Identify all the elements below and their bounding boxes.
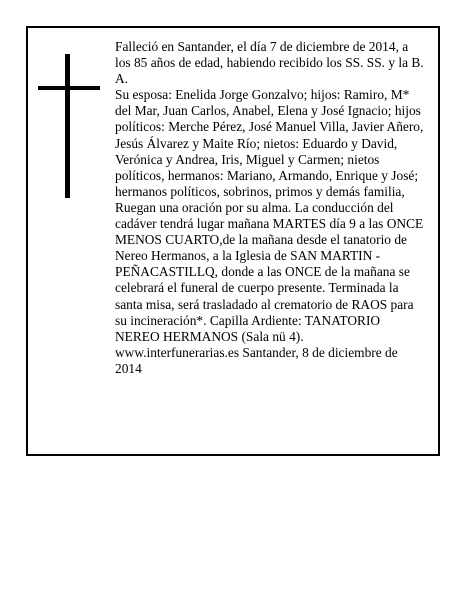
funeral-arrangements-paragraph: Ruegan una oración por su alma. La conducción del cadáver tendrá lugar mañana MARTES día 9 a las ONCE MENOS CUARTO,de la mañana desde el tanatorio de Nereo Hermanos, a la Iglesia de SAN MARTIN - PEÑACASTILLQ, donde a las ONCE de la mañana se celebrará el funeral de cuerpo presente. Terminada la santa misa, será trasladado al crematorio de RAOS para su incineración*. Capilla Ardiente: TANATORIO NEREO HERMANOS (Sala nü 4). www.interfunerarias.es Santander, 8 de diciembre de 2014 [115,199,424,376]
cross-horizontal-bar [38,86,100,90]
obituary-text [115,39,427,377]
death-announcement-paragraph: Falleció en Santander, el día 7 de diciembre de 2014, a los 85 años de edad, habiendo recibido los SS. SS. y la B. A. [115,39,424,87]
cross-icon [38,54,100,198]
family-paragraph: Su esposa: Enelida Jorge Gonzalvo; hijos: Ramiro, M* del Mar, Juan Carlos, Anabel, Elena y José Ignacio; hijos políticos: Merche Pérez, José Manuel Villa, Javier Añero, Jesús Álvarez y Maite Río; nietos: Eduardo y David, Verónica y Andrea, Iris, Miguel y Carmen; nietos políticos, hermanos: Mariano, Armando, Enrique y José; hermanos políticos, sobrinos, primos y demás familia, [115,87,424,199]
obituary-notice-frame [26,26,440,456]
cross-vertical-bar [65,54,70,198]
